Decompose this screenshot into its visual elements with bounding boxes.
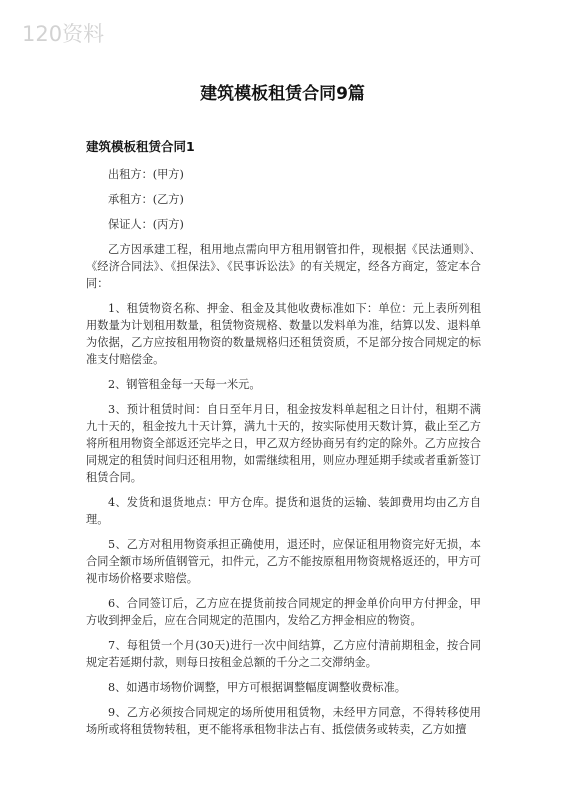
paragraph-clause-7: 7、每租赁一个月(30天)进行一次中间结算，乙方应付清前期租金，按合同规定若延期付款，则每日按租金总额的千分之二交滞纳金。 (86, 639, 481, 669)
paragraph-clause-4: 4、发货和退货地点：甲方仓库。提货和退货的运输、装卸费用均由乙方自理。 (86, 496, 481, 526)
party-lessee: 承租方：(乙方) (108, 193, 184, 206)
paragraph-clause-5: 5、乙方对租用物资承担正确使用，退还时，应保证租用物资完好无损，本合同全额市场所值钢管元，扣件元，乙方不能按原租用物资规格返还的，甲方可视市场价格要求赔偿。 (86, 538, 481, 585)
paragraph-clause-2: 2、钢管租金每一天每一米元。 (108, 378, 261, 391)
contract-body (86, 166, 481, 746)
paragraph-clause-3: 3、预计租赁时间：自日至年月日，租金按发料单起租之日计付，租期不满九十天的，租金按九十天计算，满九十天的，按实际使用天数计算，截止至乙方将所租用物资全部返还完毕之日，甲乙双方经协商另有约定的除外。乙方应按合同规定的租赁时间归还租用物，如需继续租用，则应办理延期手续或者重新签订租赁合同。 (86, 403, 481, 484)
watermark: 120资料 (22, 22, 105, 46)
paragraph-preamble: 乙方因承建工程，租用地点需向甲方租用钢管扣件，现根据《民法通则》、《经济合同法》、《担保法》、《民事诉讼法》的有关规定，经各方商定，签定本合同： (86, 243, 481, 290)
paragraph-clause-9: 9、乙方必须按合同规定的场所使用租赁物，未经甲方同意，不得转移使用场所或将租赁物转租，更不能将承租物非法占有、抵偿债务或转卖，乙方如擅 (86, 706, 481, 736)
party-lessor: 出租方：(甲方) (108, 168, 184, 181)
section-title: 建筑模板租赁合同1 (86, 139, 195, 154)
party-guarantor: 保证人：(丙方) (108, 218, 184, 231)
paragraph-clause-8: 8、如遇市场物价调整，甲方可根据调整幅度调整收费标准。 (108, 681, 406, 694)
document-title: 建筑模板租赁合同9篇 (200, 84, 365, 104)
paragraph-clause-1: 1、租赁物资名称、押金、租金及其他收费标准如下：单位：元上表所列租用数量为计划租用数量，租赁物资规格、数量以发料单为准，结算以发、退料单为依据，乙方应按租用物资的数量规格归还租赁资质，不足部分按合同规定的标准支付赔偿金。 (86, 302, 481, 366)
paragraph-clause-6: 6、合同签订后，乙方应在提货前按合同规定的押金单价向甲方付押金，甲方收到押金后，应在合同规定的范围内，发给乙方押金相应的物资。 (86, 597, 481, 627)
